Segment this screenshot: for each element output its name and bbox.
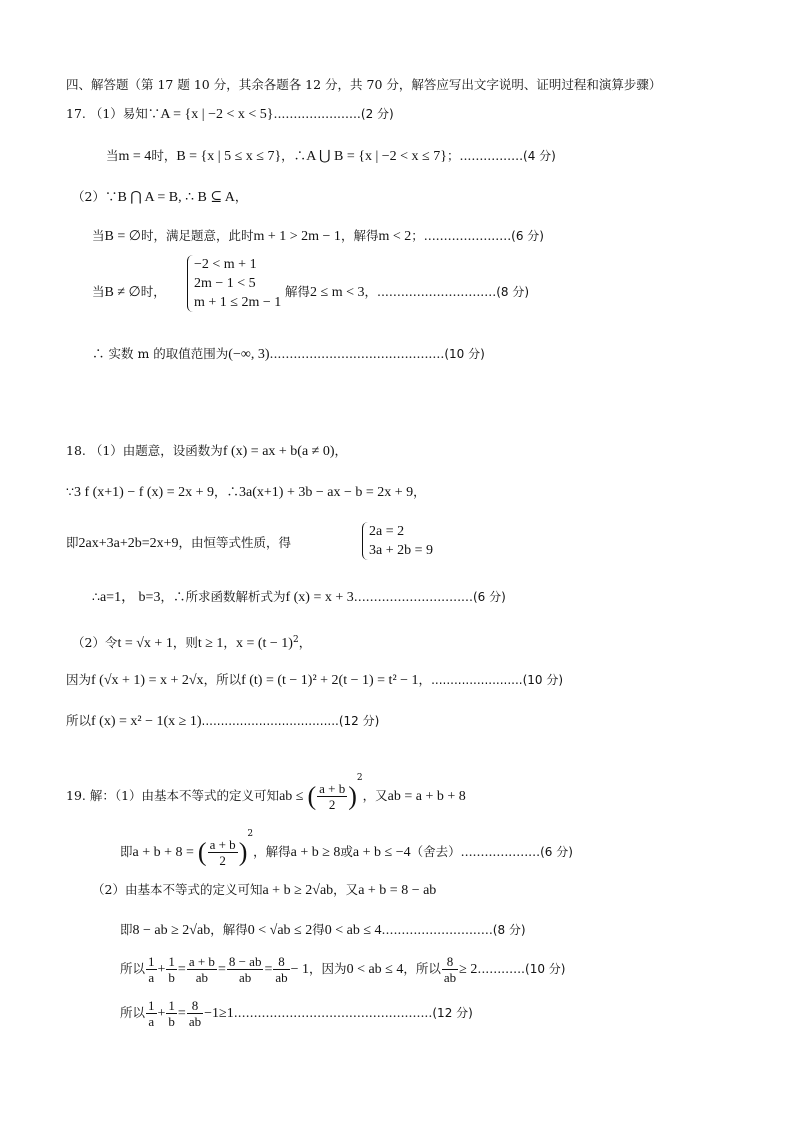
text: ，解得 — [210, 922, 248, 937]
numerator: a + b — [188, 954, 215, 969]
math: 0 < √ab ≤ 2 — [247, 923, 313, 938]
math: B ⋂ A = B, ∴ B ⊆ A — [117, 190, 235, 205]
text: 当 — [92, 284, 105, 299]
text: ，由恒等式性质，得 — [178, 535, 292, 550]
q17-line-2 — [106, 148, 556, 165]
text: ， — [334, 443, 348, 458]
math: f (x) = x² − 1(x ≥ 1) — [91, 714, 202, 729]
left-paren: ( — [197, 837, 207, 867]
text: （2）∵ — [72, 189, 118, 204]
fraction — [187, 954, 217, 985]
numerator: a + b — [319, 781, 346, 796]
q17-set-a: A = {x | −2 < x < 5} — [160, 107, 274, 122]
q18-score-10: (10 分) — [522, 673, 564, 687]
numerator: 8 — [442, 954, 458, 970]
numerator: 8 — [187, 998, 203, 1014]
plus-sign: + — [157, 962, 166, 977]
math: ab = a + b + 8 — [387, 789, 466, 804]
numerator: 1 — [148, 954, 155, 969]
math: 2ax+3a+2b=2x+9 — [78, 536, 179, 551]
text: 因为 — [66, 672, 92, 687]
math: 0 < ab ≤ 4 — [346, 962, 404, 977]
fraction — [187, 998, 203, 1029]
q17-inequality-system — [187, 255, 281, 312]
text: （2）由基本不等式的定义可知 — [92, 882, 263, 897]
text: ∵ — [66, 484, 74, 499]
numerator: 8 − ab — [228, 954, 262, 969]
text: （2）令 — [72, 635, 118, 651]
q18-score-12: (12 分) — [338, 714, 380, 728]
text: 所以 — [120, 961, 146, 976]
math: B ≠ ∅ — [104, 285, 141, 300]
text: ， — [223, 635, 236, 651]
math: (−∞, 3) — [228, 347, 270, 362]
math: a + b ≥ 2√ab — [262, 883, 334, 898]
denominator: ab — [275, 970, 288, 985]
text: ， — [298, 635, 312, 651]
q19-score-6: (6 分) — [540, 845, 573, 859]
q17-score-10: (10 分) — [444, 347, 485, 361]
dots: .................................... — [201, 714, 339, 728]
math: a + b + 8 = — [132, 845, 194, 860]
dots: ；................ — [446, 148, 524, 163]
fraction — [146, 998, 157, 1029]
text: ，所以 — [203, 672, 242, 687]
q19-score-12: (12 分) — [432, 1006, 473, 1020]
superscript: 2 — [356, 773, 363, 783]
math: 2 ≤ m < 3 — [310, 285, 365, 300]
math: a + b ≤ −4 — [352, 845, 411, 860]
dots: ；...................... — [411, 228, 512, 243]
q19-line-6 — [120, 994, 473, 1033]
q18-line-3 — [66, 535, 291, 552]
math: f (√x + 1) = x + 2√x — [91, 673, 204, 688]
text: ，因为 — [309, 961, 347, 976]
math: −1≥1 — [204, 1006, 234, 1021]
math: t ≥ 1 — [197, 636, 224, 652]
text: 时， — [140, 284, 166, 299]
fraction — [273, 954, 289, 985]
equals-sign: = — [264, 962, 273, 977]
q17-score-2: (2 分) — [360, 107, 394, 121]
denominator: 2 — [219, 853, 226, 868]
denominator: 2 — [328, 797, 336, 812]
denominator: a — [148, 970, 155, 985]
q18-score-6: (6 分) — [472, 590, 506, 604]
math: 3 f (x+1) − f (x) = 2x + 9 — [73, 485, 215, 500]
text: ， — [418, 672, 432, 687]
dots: ............................................ — [269, 346, 445, 361]
q17-line-1 — [66, 106, 394, 123]
text: 18. （1）由题意，设函数为 — [66, 443, 223, 458]
denominator: ab — [443, 970, 457, 985]
text: ，解得 — [340, 228, 379, 243]
fraction — [166, 998, 177, 1029]
dots: ............ — [477, 961, 526, 976]
q18-line-2 — [66, 484, 426, 501]
equals-sign: = — [217, 962, 226, 977]
text: 即 — [120, 844, 133, 859]
math: a=1， b=3 — [99, 590, 161, 605]
q17-line-5b — [285, 284, 529, 301]
dots: ........................ — [431, 673, 523, 687]
math: 3a(x+1) + 3b − ax − b = 2x + 9 — [239, 485, 414, 500]
q19-line-2 — [120, 816, 573, 871]
math: f (t) = (t − 1)² + 2(t − 1) = t² − 1 — [241, 673, 419, 688]
q18-line-5 — [72, 632, 311, 652]
denominator: ab — [195, 970, 209, 985]
equals-sign: = — [177, 962, 186, 977]
right-paren: ) — [348, 781, 357, 811]
q19-line-3 — [92, 882, 436, 899]
q19-score-8: (8 分) — [492, 923, 526, 937]
dots: （舍去）.................... — [410, 844, 541, 859]
q17-score-4: (4 分) — [523, 149, 556, 163]
denominator: a — [148, 1014, 155, 1029]
math: 0 < ab ≤ 4 — [324, 923, 382, 938]
q19-score-10: (10 分) — [525, 962, 566, 976]
text: ∴ — [92, 589, 100, 604]
text: 时， — [151, 148, 177, 163]
denominator: b — [168, 970, 175, 985]
fraction — [442, 954, 458, 985]
system-row: m + 1 ≤ 2m − 1 — [194, 295, 282, 310]
dots: .............................. — [353, 589, 473, 604]
denominator: b — [168, 1014, 175, 1029]
system-row: 3a + 2b = 9 — [369, 543, 434, 558]
fraction — [317, 781, 347, 812]
denominator: ab — [239, 970, 252, 985]
q19-line-4 — [120, 922, 526, 939]
system-row: 2m − 1 < 5 — [194, 276, 256, 291]
math: m < 2 — [378, 229, 412, 244]
text: ，解得 — [253, 844, 291, 859]
dots: .................................................. — [233, 1005, 433, 1020]
dots: ............................ — [381, 922, 493, 937]
text: ，∴ — [281, 148, 307, 163]
text: 时，满足题意，此时 — [140, 228, 254, 243]
math: a + b ≥ 8 — [290, 845, 341, 860]
math: f (x) = x + 3 — [285, 590, 354, 605]
q18-line-1 — [66, 443, 347, 460]
fraction — [166, 954, 177, 985]
math: t = √x + 1 — [117, 636, 173, 652]
numerator: 1 — [148, 998, 155, 1013]
system-row: 2a = 2 — [369, 524, 405, 539]
text: ，又 — [362, 788, 388, 803]
text: ∴ 实数 m 的取值范围为 — [92, 346, 229, 361]
q18-equation-system — [362, 522, 433, 560]
text: ，所以 — [403, 961, 441, 976]
text: ， — [234, 189, 248, 204]
right-paren: ) — [238, 837, 248, 867]
math: f (x) = ax + b(a ≠ 0) — [222, 444, 335, 459]
text: ，∴所求函数解析式为 — [160, 589, 286, 604]
superscript: 2 — [247, 829, 254, 839]
system-row: −2 < m + 1 — [194, 257, 257, 272]
text: ，又 — [333, 882, 359, 897]
math: m = 4 — [118, 149, 152, 164]
math: B = ∅ — [104, 229, 141, 244]
text: 即 — [66, 535, 79, 550]
math: m + 1 > 2m − 1 — [253, 229, 341, 244]
section-title: 四、解答题（第 17 题 10 分，其余各题各 12 分，共 70 分，解答应写出文字说明、证明过程和演算步骤） — [66, 77, 662, 92]
numerator: a + b — [209, 837, 236, 852]
q18-line-7 — [66, 713, 379, 730]
q18-line-6 — [66, 672, 563, 689]
fraction — [227, 954, 264, 985]
text: 当 — [106, 148, 119, 163]
text: 得 — [312, 922, 325, 937]
math: 8 − ab ≥ 2√ab — [132, 923, 211, 938]
q17-line-6 — [92, 346, 485, 363]
q19-line-1 — [66, 760, 466, 815]
text: ， — [413, 484, 426, 499]
denominator: ab — [188, 1014, 202, 1029]
equals-sign: = — [177, 1006, 186, 1021]
text: ，∴ — [214, 484, 240, 499]
numerator: 1 — [168, 998, 175, 1013]
text: ，则 — [172, 635, 198, 651]
dots: ，.............................. — [364, 284, 497, 299]
text: 即 — [120, 922, 133, 937]
math: ≥ 2 — [459, 962, 478, 977]
math: A ⋃ B = {x | −2 < x ≤ 7} — [306, 149, 447, 164]
text: 当 — [92, 228, 105, 243]
superscript: 2 — [292, 635, 299, 645]
math: − 1 — [290, 962, 310, 977]
text: 19. 解：（1）由基本不等式的定义可知 — [66, 788, 280, 803]
q17-line-4 — [92, 228, 544, 245]
plus-sign: + — [157, 1006, 166, 1021]
numerator: 1 — [168, 954, 175, 969]
math: x = (t − 1) — [235, 636, 293, 652]
left-paren: ( — [307, 781, 317, 811]
q17-score-8: (8 分) — [496, 285, 530, 299]
q18-line-4 — [92, 589, 506, 606]
q17-line-3 — [72, 189, 247, 206]
q17-score-6: (6 分) — [511, 229, 544, 243]
q17-line-5a — [92, 284, 166, 301]
q19-line-5 — [120, 950, 565, 989]
q17-dots: ...................... — [273, 106, 361, 121]
q17-intro: 17. （1）易知∵ — [66, 106, 161, 121]
numerator: 8 — [273, 954, 289, 970]
math: B = {x | 5 ≤ x ≤ 7} — [176, 149, 282, 164]
text: 或 — [340, 844, 353, 859]
text: 解得 — [285, 284, 311, 299]
fraction — [208, 837, 238, 868]
text: 所以 — [120, 1005, 146, 1020]
fraction — [146, 954, 157, 985]
text: 所以 — [66, 713, 92, 728]
math: ab ≤ — [279, 789, 304, 804]
math: a + b = 8 − ab — [358, 883, 437, 898]
